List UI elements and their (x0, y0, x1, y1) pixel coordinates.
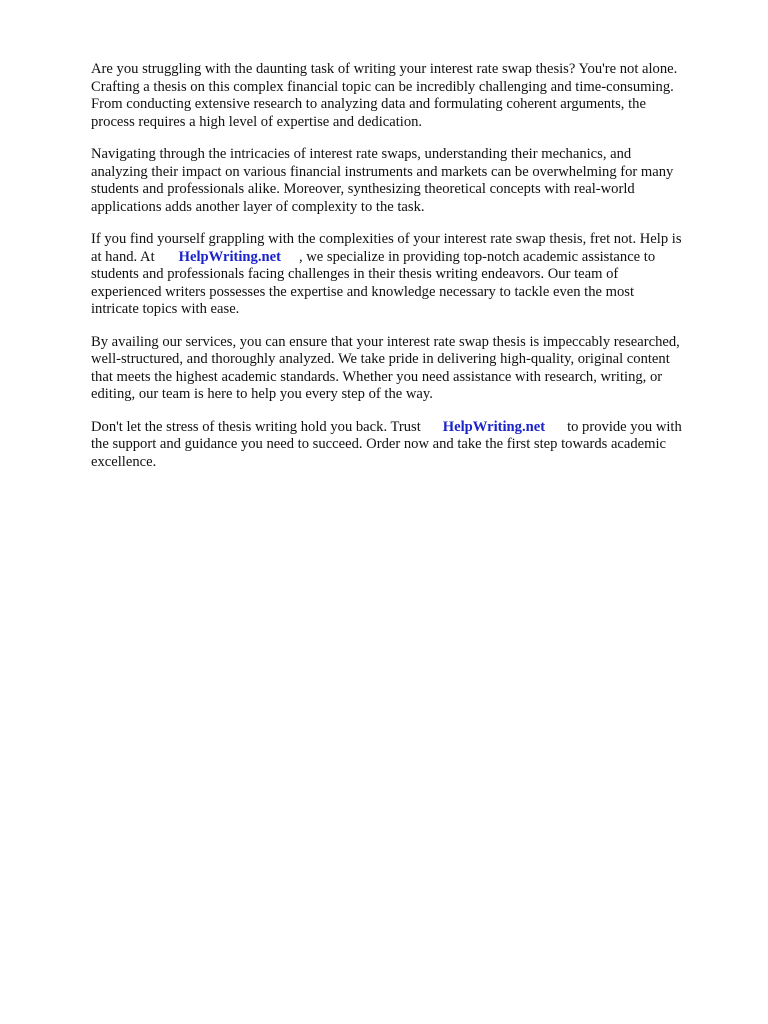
paragraph-challenges (91, 146, 731, 216)
text-line: experienced writers possesses the expertise and knowledge necessary to tackle even the most (91, 283, 635, 300)
text-line: Are you struggling with the daunting task of writing your interest rate swap thesis? You're not alone. (91, 61, 678, 77)
text-fragment: Don't let the stress of thesis writing hold you back. Trust (91, 418, 421, 435)
text-line: By availing our services, you can ensure that your interest rate swap thesis is impeccably researched, (91, 333, 680, 350)
text-line: analyzing their impact on various financial instruments and markets can be overwhelming for many (91, 163, 674, 180)
text-line: excellence. (91, 453, 157, 470)
text-line: students and professionals facing challenges in their thesis writing endeavors. Our team of (91, 266, 619, 282)
document-body (91, 61, 731, 486)
paragraph-services (91, 334, 731, 404)
text-line: students and professionals alike. Moreover, synthesizing theoretical concepts with real-world (91, 181, 635, 197)
text-line: intricate topics with ease. (91, 301, 240, 317)
text-line: If you find yourself grappling with the complexities of your interest rate swap thesis, fret not. Help is (91, 231, 682, 247)
paragraph-help (91, 231, 731, 319)
text-line: process requires a high level of expertise and dedication. (91, 113, 423, 130)
text-fragment: at hand. At (91, 248, 155, 265)
text-fragment: to provide you with (567, 418, 682, 435)
text-line-with-link (91, 249, 731, 267)
text-line: well-structured, and thoroughly analyzed. We take pride in delivering high-quality, original content (91, 351, 670, 367)
text-line: Crafting a thesis on this complex financial topic can be incredibly challenging and time-consuming. (91, 78, 674, 95)
helpwriting-link[interactable]: HelpWriting.net (178, 248, 281, 265)
text-line: From conducting extensive research to analyzing data and formulating coherent arguments, the (91, 96, 646, 112)
text-line: applications adds another layer of complexity to the task. (91, 198, 425, 215)
paragraph-call-to-action (91, 419, 731, 472)
text-line: editing, our team is here to help you every step of the way. (91, 386, 433, 402)
text-line: the support and guidance you need to succeed. Order now and take the first step towards academic (91, 436, 667, 452)
helpwriting-link[interactable]: HelpWriting.net (442, 418, 546, 435)
paragraph-intro (91, 61, 731, 131)
text-line-with-link (91, 419, 731, 437)
text-fragment: , we specialize in providing top-notch academic assistance to (298, 248, 656, 265)
text-line: that meets the highest academic standards. Whether you need assistance with research, writing, or (91, 368, 663, 385)
text-line: Navigating through the intricacies of interest rate swaps, understanding their mechanics, and (91, 146, 632, 162)
